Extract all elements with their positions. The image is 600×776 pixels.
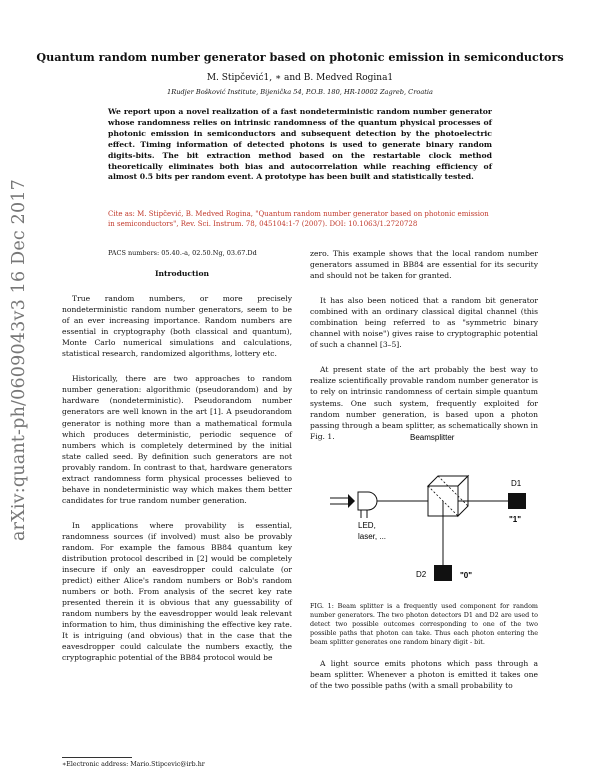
d1-label: D1	[511, 479, 522, 488]
beamsplitter-label: Beamsplitter	[410, 433, 455, 442]
paper-title: Quantum random number generator based on photonic emission in semiconductors	[36, 50, 564, 64]
paragraph: A light source emits photons which pass through a beam splitter. Whenever a photon is emitted it takes one of the two possible paths (with a small probability to	[310, 659, 538, 691]
paragraph: At present state of the art probably the best way to realize scientifically provable random number generator is to rely on intrinsic randomness of certain simple quantum systems. One such system, frequently exploited for random number generation, is based upon a photon passing through a beam splitter, as schematically shown in Fig. 1.	[310, 365, 538, 441]
detector-d2	[434, 565, 452, 581]
arxiv-identifier: arXiv:quant-ph/0609043v3 16 Dec 2017	[9, 179, 29, 541]
right-column	[310, 248, 538, 456]
light-source-icon	[358, 492, 377, 510]
abstract: We report upon a novel realization of a fast nondeterministic random number generator whose randomness relies on intrinsic randomness of the quantum physical processes of photonic emission in semiconductors and subsequent detection by the photoelectric effect. Timing information of detected photons is used to generate binary random digits-bits. The bit extraction method based on the restartable clock method theoretically eliminates both bias and autocorrelation while reaching efficiency of almost 0.5 bits per random event. A prototype has been built and statistically tested.	[108, 107, 492, 182]
d2-label: D2	[416, 570, 427, 579]
citation: Cite as: M. Stipčević, B. Medved Rogina, "Quantum random number generator based on photonic emission in semiconductors", Rev. Sci. Instrum. 78, 045104:1-7 (2007). DOI: 10.1063/1.2720728	[108, 210, 489, 228]
left-column	[62, 268, 292, 678]
source-label: laser, ...	[358, 532, 387, 541]
figure-beamsplitter	[330, 428, 530, 588]
paragraph: zero. This example shows that the local random number generators assumed in BB84 are essential for its security and should not be taken for granted.	[310, 249, 538, 281]
paragraph: It has also been noticed that a random bit generator combined with an ordinary classical digital channel (this combination being referred to as "symmetric binary channel with noise") gives raise to cryptographic potential of such a channel [3–5].	[310, 296, 538, 350]
affiliation: 1Rudjer Bošković Institute, Bijenička 54, P.O.B. 180, HR-10002 Zagreb, Croatia	[167, 88, 433, 96]
section-heading: Introduction	[154, 269, 210, 278]
pacs-numbers: PACS numbers: 05.40.-a, 02.50.Ng, 03.67.Dd	[108, 249, 257, 257]
source-label: LED,	[358, 521, 376, 530]
footnote-rule	[62, 757, 132, 758]
authors: M. Stipčević1, ∗ and B. Medved Rogina1	[206, 73, 394, 83]
arrow-icon	[348, 494, 355, 508]
figure-caption: FIG. 1: Beam splitter is a frequently used component for random number generators. The two photon detectors D1 and D2 are used to detect two possible outcomes corresponding to one of the two possible paths that photon can take. Thus each photon entering the beam splitter generates one random binary digit - bit.	[310, 602, 538, 646]
paragraph: In applications where provability is essential, randomness sources (if involved) must also be provably random. For example the famous BB84 quantum key distribution protocol described in [2] would be completely insecure if only an eavesdropper could calculate (or predict) either Alice's random numbers or Bob's random numbers or both. From analysis of the secret key rate presented therein it is obvious that any guessability of random numbers by the eavesdropper would leak relevant information to him, thus diminishing the effective key rate. It is intriguing (and obvious) that in the case that the eavesdropper could calculate the numbers exactly, the cryptographic potential of the BB84 protocol would be	[62, 520, 292, 663]
d1-output: "1"	[509, 515, 522, 524]
right-column-continued	[310, 658, 538, 705]
detector-d1	[508, 493, 526, 509]
paragraph: True random numbers, or more precisely nondeterministic random number generators, seem to be of an ever increasing importance. Random numbers are essential in cryptography (both classical and quantum), Monte Carlo numerical simulations and calculations, statistical research, randomized algorithms, lottery etc.	[62, 294, 292, 359]
d2-output: "0"	[460, 571, 473, 580]
footnote: ∗Electronic address: Mario.Stipcevic@irb.hr	[62, 761, 205, 768]
paragraph: Historically, there are two approaches to random number generation: algorithmic (pseudorandom) and by hardware (nondeterministic). Pseudorandom number generators are well known in the art [1]. A pseudorandom generator is nothing more than a mathematical formula which produces deterministic, periodic sequence of numbers which is completely determined by the initial state called seed. By definition such generators are not provably random. In contrast to that, hardware generators extract randomness form physical processes believed to behave in nondeterministic way which makes them better candidates for true random number generation.	[62, 374, 292, 505]
